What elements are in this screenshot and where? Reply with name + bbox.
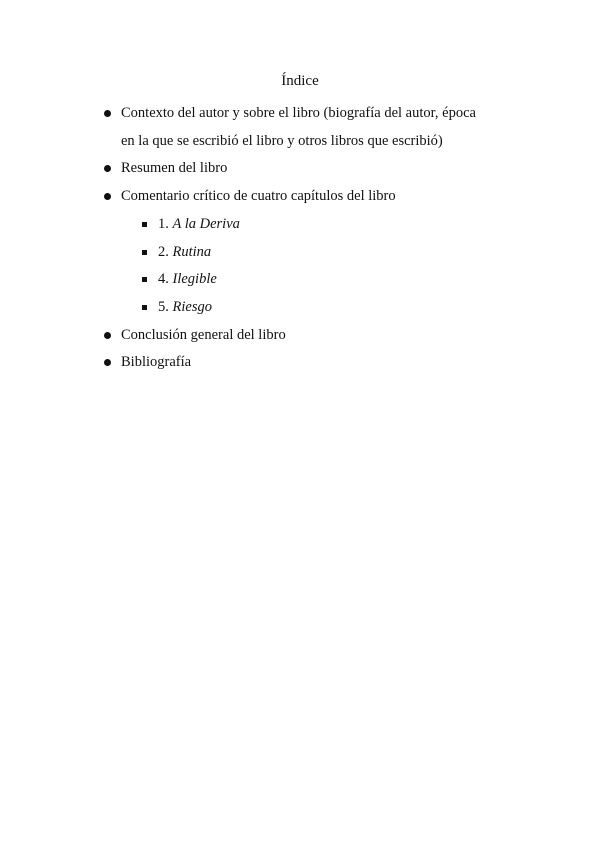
chapter-list bbox=[121, 211, 481, 322]
toc-item-label: Resumen del libro bbox=[121, 160, 228, 177]
chapter-item bbox=[121, 239, 481, 267]
toc-item-label: Comentario crítico de cuatro capítulos del libro bbox=[121, 188, 396, 205]
toc-item-summary bbox=[0, 155, 481, 183]
chapter-item bbox=[121, 211, 481, 239]
bullet-icon bbox=[104, 193, 111, 200]
chapter-item bbox=[121, 266, 481, 294]
chapter-number: 5. bbox=[158, 298, 169, 315]
toc-item-label: Contexto del autor y sobre el libro (biografía del autor, época en la que se escribió el libro y otros libros que escribió) bbox=[121, 105, 476, 149]
table-of-contents bbox=[0, 100, 600, 377]
square-bullet-icon bbox=[142, 250, 147, 255]
toc-item-label: Bibliografía bbox=[121, 354, 192, 371]
toc-item-critical-commentary bbox=[0, 183, 481, 322]
bullet-icon bbox=[104, 165, 111, 172]
square-bullet-icon bbox=[142, 222, 147, 227]
toc-item-conclusion bbox=[0, 322, 481, 350]
chapter-title: Rutina bbox=[172, 243, 212, 260]
chapter-title: A la Deriva bbox=[172, 215, 240, 232]
bullet-icon bbox=[104, 332, 111, 339]
chapter-number: 1. bbox=[158, 215, 169, 232]
toc-item-bibliography bbox=[0, 349, 481, 377]
chapter-title: Ilegible bbox=[172, 271, 217, 288]
chapter-title: Riesgo bbox=[172, 298, 212, 315]
square-bullet-icon bbox=[142, 277, 147, 282]
chapter-item bbox=[121, 294, 481, 322]
bullet-icon bbox=[104, 110, 111, 117]
toc-item-context bbox=[0, 100, 481, 155]
square-bullet-icon bbox=[142, 305, 147, 310]
chapter-number: 4. bbox=[158, 271, 169, 288]
chapter-number: 2. bbox=[158, 243, 169, 260]
bullet-icon bbox=[104, 359, 111, 366]
toc-item-label: Conclusión general del libro bbox=[121, 326, 286, 343]
page-title: Índice bbox=[281, 73, 319, 89]
